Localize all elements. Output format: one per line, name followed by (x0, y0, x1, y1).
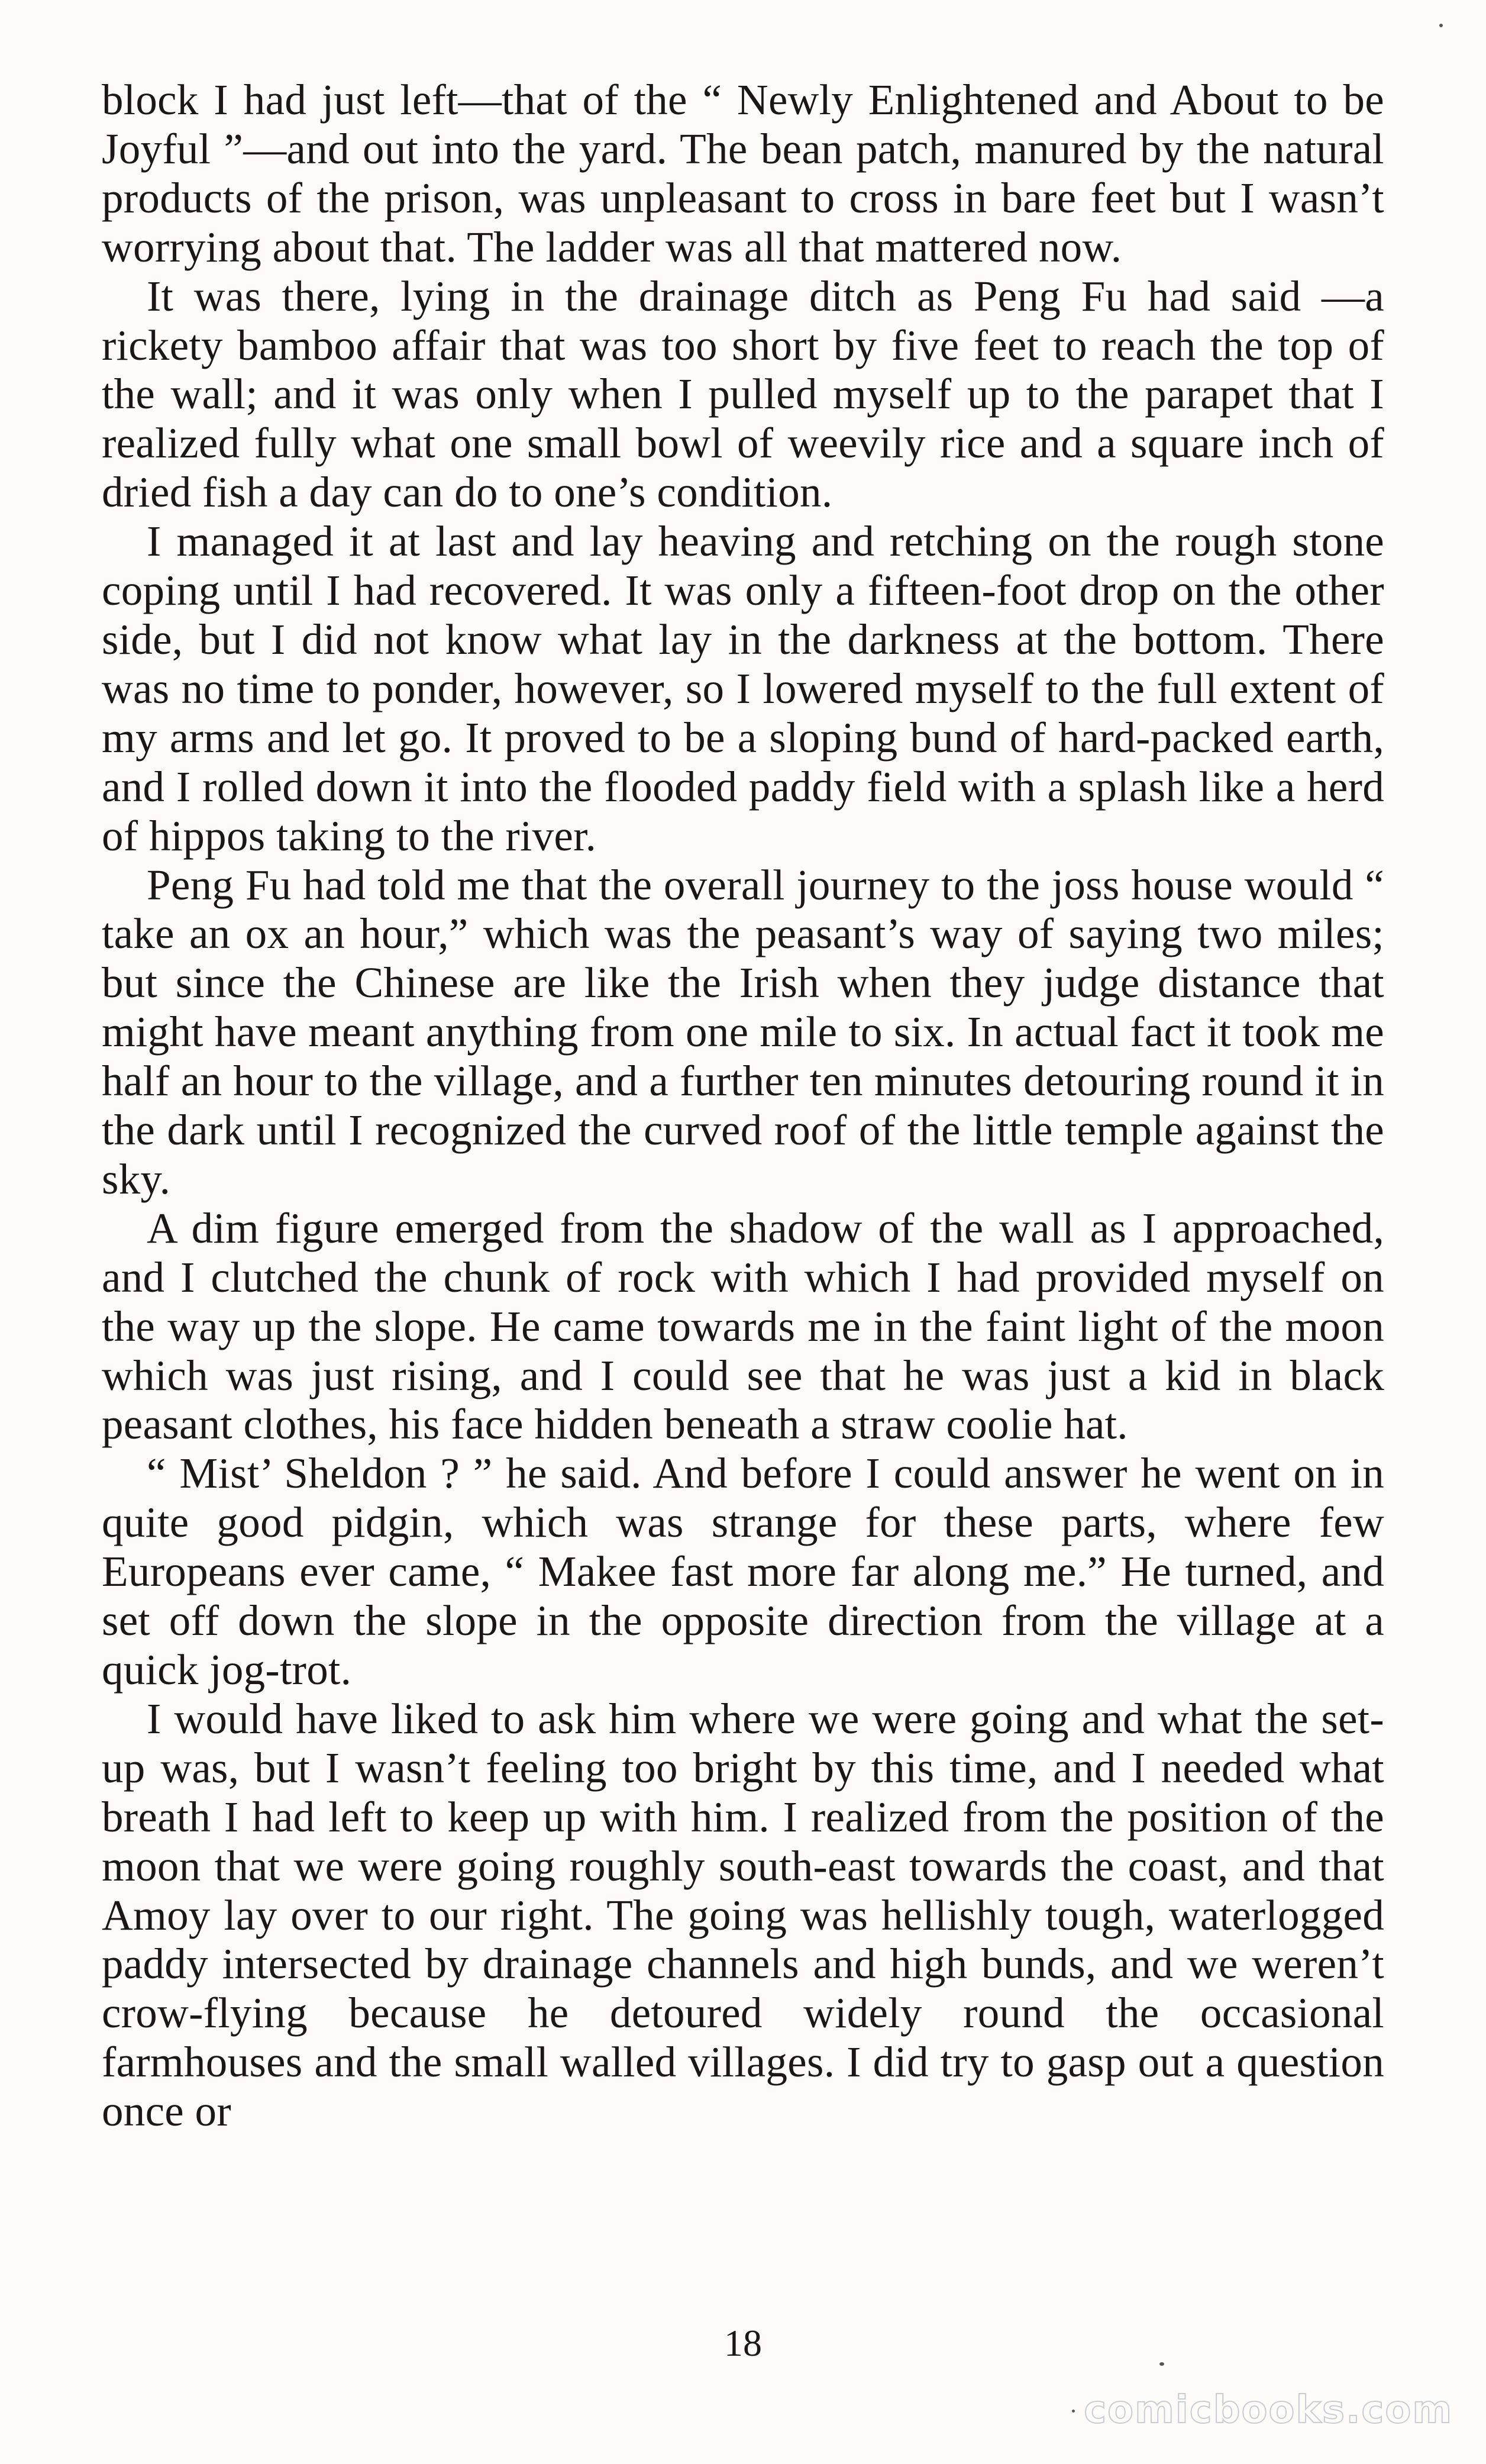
dust-speck (1159, 2362, 1164, 2366)
paragraph-3: I managed it at last and lay heaving and retching on the rough stone coping until I had recovered. It was only a fifteen-foot drop on the other side, but I did not know what lay in the darkness at the bottom. There was no time to ponder, however, so I lowered myself to the full extent of my arms and let go. It proved to be a sloping bund of hard-packed earth, and I rolled down it into the flooded paddy field with a splash like a herd of hippos taking to the river. (102, 517, 1384, 860)
page-number: 18 (724, 2322, 762, 2364)
paragraph-7: I would have liked to ask him where we were going and what the set-up was, but I wasn’t feeling too bright by this time, and I needed what breath I had left to keep up with him. I realized from the position of the moon that we were going roughly south-east towards the coast, and that Amoy lay over to our right. The going was hellishly tough, waterlogged paddy intersected by drainage channels and high bunds, and we weren’t crow-flying because he detoured widely round the occasional farmhouses and the small walled villages. I did try to gasp out a question once or (102, 1694, 1384, 2136)
dust-speck (1439, 24, 1443, 27)
paragraph-1: block I had just left—that of the “ Newly Enlightened and About to be Joyful ”—and out into the yard. The bean patch, manured by the natural products of the prison, was unpleasant to cross in bare feet but I wasn’t worrying about that. The ladder was all that mattered now. (102, 76, 1384, 271)
body-text (102, 76, 1384, 2136)
dust-speck (1072, 2410, 1075, 2413)
paragraph-5: A dim figure emerged from the shadow of the wall as I approached, and I clutched the chunk of rock with which I had provided myself on the way up the slope. He came towards me in the faint light of the moon which was just rising, and I could see that he was just a kid in black peasant clothes, his face hidden beneath a straw coolie hat. (102, 1204, 1384, 1449)
paragraph-6: “ Mist’ Sheldon ? ” he said. And before I could answer he went on in quite good pidgin, which was strange for these parts, where few Europeans ever came, “ Makee fast more far along me.” He turned, and set off down the slope in the opposite direction from the village at a quick jog-trot. (102, 1449, 1384, 1694)
paragraph-2: It was there, lying in the drainage ditch as Peng Fu had said —a rickety bamboo affair that was too short by five feet to reach the top of the wall; and it was only when I pulled myself up to the parapet that I realized fully what one small bowl of weevily rice and a square inch of dried fish a day can do to one’s condition. (102, 272, 1384, 517)
paragraph-4: Peng Fu had told me that the overall journey to the joss house would “ take an ox an hour,” which was the peasant’s way of saying two miles; but since the Chinese are like the Irish when they judge distance that might have meant anything from one mile to six. In actual fact it took me half an hour to the village, and a further ten minutes detouring round it in the dark until I recognized the curved roof of the little temple against the sky. (102, 860, 1384, 1203)
watermark: comicbooks.com (1084, 2388, 1453, 2432)
